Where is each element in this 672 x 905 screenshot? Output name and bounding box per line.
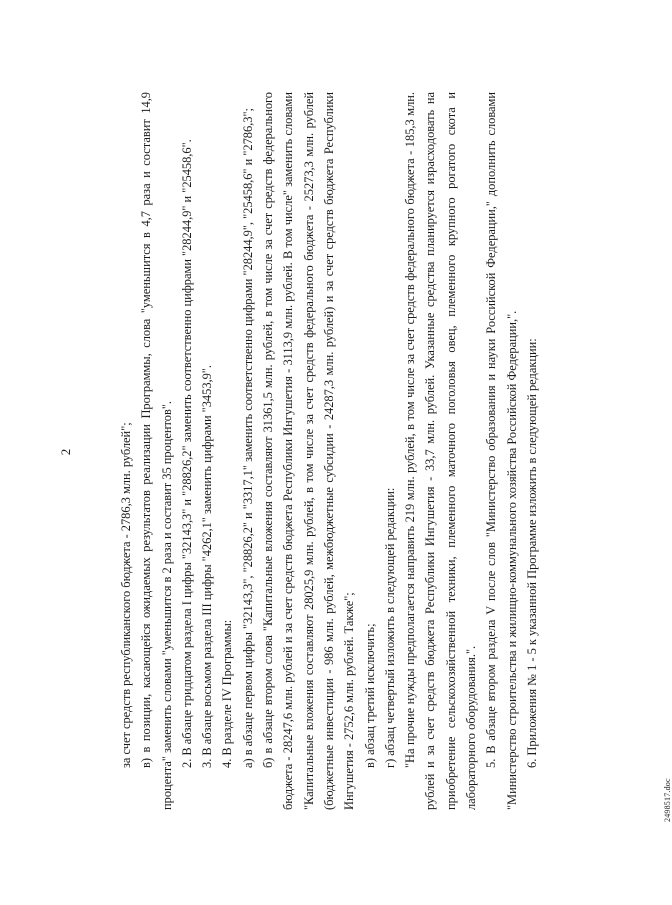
paragraph-6: а) в абзаце первом цифры "32143,3", "28826,2" и "3317,1" заменить соответственно цифрами "28244,9", "25458,6" и "2786,3"; [240, 108, 255, 768]
paragraph-8: в) абзац третий исключить; [362, 623, 377, 768]
paragraph-5: 4. В разделе IV Программы: [220, 619, 235, 768]
paragraph-9: г) абзац четвертый изложить в следующей редакции: [382, 487, 397, 768]
footer-file-code: 2498517.doc [663, 778, 672, 822]
paragraph-7: б) в абзаце втором слова "Капитальные вложения составляют 31361,5 млн. рублей, в том числе за счет средств федерального бюджета - 28247,6 млн. рублей и за счет средств бюджета Республики Ингушетия - 3113,9 млн. рублей. В том числе" заменить словами "Капитальные вложения составляют 28025,9 млн. рублей, в том числе за счет средств федерального бюджета - 25273,3 млн. рублей (бюджетные инвестиции - 986 млн. рублей, межбюджетные субсидии - 24287,3 млн. рублей) и за счет средств бюджета Республики Ингушетия - 2752,6 млн. рублей. Также"; [261, 92, 357, 810]
page-number: 2 [58, 448, 73, 456]
rotated-page [58, 82, 672, 822]
paragraph-10: "На прочие нужды предполагается направить 219 млн. рублей, в том числе за счет средств федерального бюджета - 185,3 млн. рублей и за счет средств бюджета Республики Ингушетия - 33,7 млн. рублей. Указанные средства планируется израсходовать на приобретение сельскохозяйственной техники, племенного маточного поголовья овец, племенного крупного рогатого скота и лабораторного оборудования.". [403, 92, 479, 810]
paragraph-2: в) в позиции, касающейся ожидаемых результатов реализации Программы, слова "уменьшится в 4,7 раза и составит 14,9 процента" заменить словами "уменьшится в 2 раза и составит 35 процентов". [139, 92, 174, 810]
paragraph-12: 6. Приложения № 1 - 5 к указанной Программе изложить в следующей редакции: [524, 338, 539, 768]
paragraph-1: за счет средств республиканского бюджета - 2786,3 млн. рублей"; [119, 422, 133, 768]
document-body [116, 92, 542, 810]
paragraph-4: 3. В абзаце восьмом раздела III цифры "4262,1" заменить цифрами "3453,9". [200, 365, 215, 768]
paragraph-3: 2. В абзаце тридцатом раздела I цифры "32143,3" и "28826,2" заменить соответственно цифрами "28244,9" и "25458,6". [179, 139, 194, 768]
paragraph-11: 5. В абзаце втором раздела V после слов "Министерство образования и науки Российской Федерации," дополнить словами "Министерство строительства и жилищно-коммунального хозяйства Российской Федерации,". [484, 92, 519, 810]
